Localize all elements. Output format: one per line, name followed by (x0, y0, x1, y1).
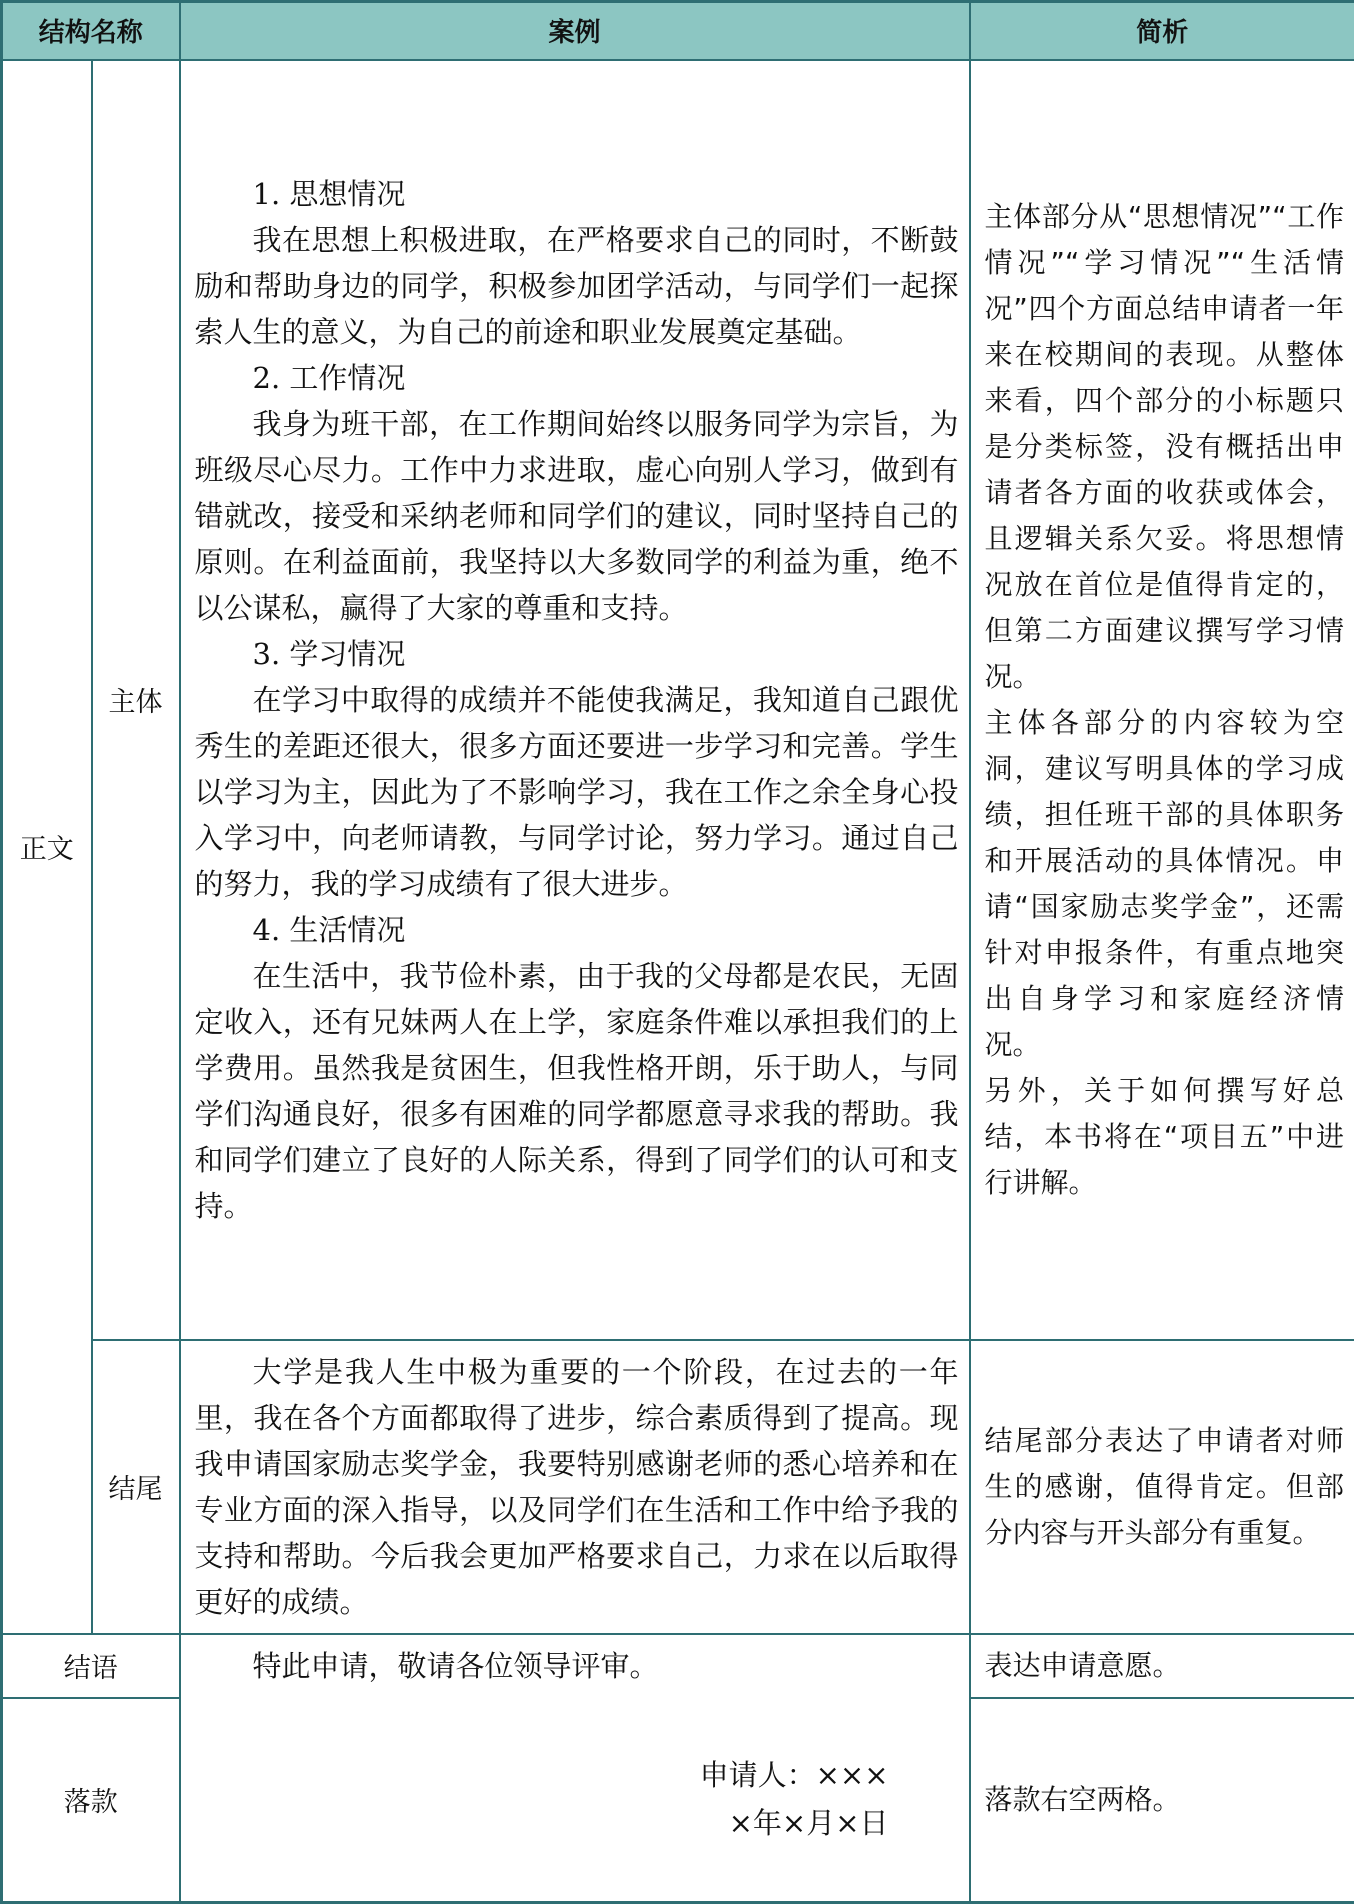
header-structure: 结构名称 (2, 2, 180, 60)
signature-content (180, 1698, 970, 1903)
ending-analysis: 结尾部分表达了申请者对师生的感谢，值得肯定。但部分内容与开头部分有重复。 (970, 1340, 1354, 1634)
row-ending (2, 1340, 1354, 1634)
row-closing (2, 1634, 1354, 1698)
section-text: 在生活中，我节俭朴素，由于我的父母都是农民，无固定收入，还有兄妹两人在上学，家庭条件难以承担我们的上学费用。虽然我是贫困生，但我性格开朗，乐于助人，与同学们沟通良好，很多有困难的同学都愿意寻求我的帮助。我和同学们建立了良好的人际关系，得到了同学们的认可和支持。 (195, 953, 959, 1229)
header-analysis: 简析 (970, 2, 1354, 60)
analysis-paragraph: 主体部分从“思想情况”“工作情况”“学习情况”“生活情况”四个方面总结申请者一年来在校期间的表现。从整体来看，四个部分的小标题只是分类标签，没有概括出申请者各方面的收获或体会，且逻辑关系欠妥。将思想情况放在首位是值得肯定的，但第二方面建议撰写学习情况。 (985, 194, 1345, 700)
applicant-line: 申请人：××× (195, 1751, 959, 1799)
label-jiewei: 结尾 (92, 1340, 180, 1634)
row-signature (2, 1698, 1354, 1903)
date-line: ×年×月×日 (195, 1799, 959, 1847)
label-jieyu: 结语 (2, 1634, 180, 1698)
closing-analysis: 表达申请意愿。 (970, 1634, 1354, 1698)
section-heading: 3. 学习情况 (195, 631, 959, 677)
analysis-paragraph: 主体各部分的内容较为空洞，建议写明具体的学习成绩，担任班干部的具体职务和开展活动的具体情况。申请“国家励志奖学金”，还需针对申报条件，有重点地突出自身学习和家庭经济情况。 (985, 700, 1345, 1068)
header-example: 案例 (180, 2, 970, 60)
body-content (180, 60, 970, 1340)
body-analysis (970, 60, 1354, 1340)
ending-text: 大学是我人生中极为重要的一个阶段，在过去的一年里，我在各个方面都取得了进步，综合素质得到了提高。现我申请国家励志奖学金，我要特别感谢老师的悉心培养和在专业方面的深入指导，以及同学们在生活和工作中给予我的支持和帮助。今后我会更加严格要求自己，力求在以后取得更好的成绩。 (195, 1349, 959, 1625)
section-heading: 1. 思想情况 (195, 171, 959, 217)
signature-analysis: 落款右空两格。 (970, 1698, 1354, 1903)
header-row (2, 2, 1354, 60)
section-text: 我在思想上积极进取，在严格要求自己的同时，不断鼓励和帮助身边的同学，积极参加团学活动，与同学们一起探索人生的意义，为自己的前途和职业发展奠定基础。 (195, 217, 959, 355)
section-heading: 4. 生活情况 (195, 907, 959, 953)
section-text: 在学习中取得的成绩并不能使我满足，我知道自己跟优秀生的差距还很大，很多方面还要进一步学习和完善。学生以学习为主，因此为了不影响学习，我在工作之余全身心投入学习中，向老师请教，与同学讨论，努力学习。通过自己的努力，我的学习成绩有了很大进步。 (195, 677, 959, 907)
section-text: 我身为班干部，在工作期间始终以服务同学为宗旨，为班级尽心尽力。工作中力求进取，虚心向别人学习，做到有错就改，接受和采纳老师和同学们的建议，同时坚持自己的原则。在利益面前，我坚持以大多数同学的利益为重，绝不以公谋私，赢得了大家的尊重和支持。 (195, 401, 959, 631)
closing-text: 特此申请，敬请各位领导评审。 (195, 1643, 959, 1689)
row-body (2, 60, 1354, 1340)
analysis-paragraph: 另外，关于如何撰写好总结，本书将在“项目五”中进行讲解。 (985, 1068, 1345, 1206)
label-zhengwen: 正文 (2, 60, 92, 1634)
label-luokuan: 落款 (2, 1698, 180, 1903)
section-heading: 2. 工作情况 (195, 355, 959, 401)
closing-content (180, 1634, 970, 1698)
label-zhuti: 主体 (92, 60, 180, 1340)
ending-content (180, 1340, 970, 1634)
